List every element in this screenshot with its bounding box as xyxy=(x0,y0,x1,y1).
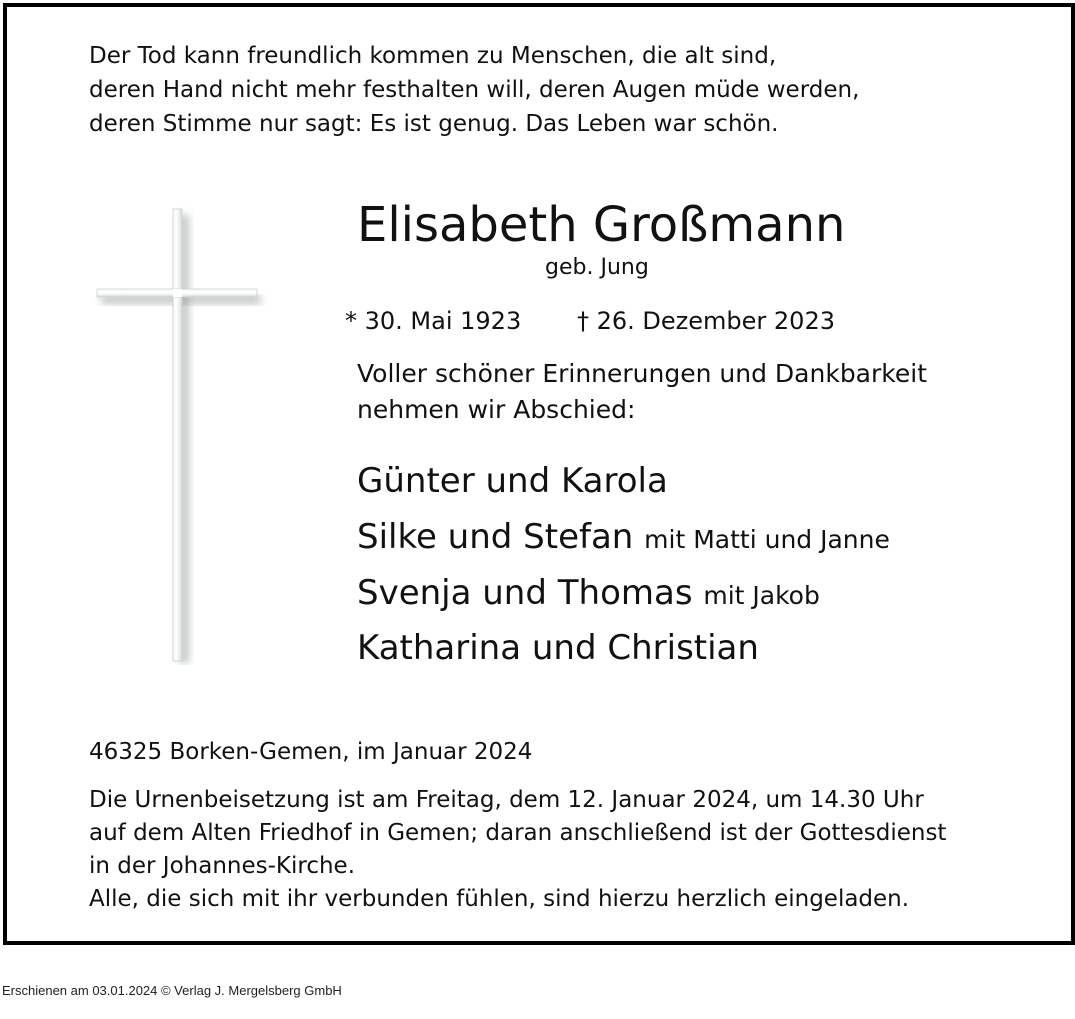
family-children: mit Matti und Janne xyxy=(644,525,890,554)
publisher-note: Erschienen am 03.01.2024 © Verlag J. Mergelsberg GmbH xyxy=(2,983,342,998)
birth-date: * 30. Mai 1923 xyxy=(345,307,522,335)
family-names: Günter und Karola xyxy=(357,461,668,501)
maiden-name: geb. Jung xyxy=(545,255,649,280)
quote-line-2: deren Hand nicht mehr festhalten will, deren Augen müde werden, xyxy=(89,77,860,103)
intro-line-1: Voller schöner Erinnerungen und Dankbarkeit xyxy=(357,359,927,388)
death-date: † 26. Dezember 2023 xyxy=(577,307,835,335)
family-member xyxy=(357,517,890,557)
family-names: Katharina und Christian xyxy=(357,628,759,668)
funeral-info-line-2: auf dem Alten Friedhof in Gemen; daran anschließend ist der Gottesdienst xyxy=(89,820,947,846)
funeral-info-line-1: Die Urnenbeisetzung ist am Freitag, dem 12. Januar 2024, um 14.30 Uhr xyxy=(89,787,924,813)
family-children: mit Jakob xyxy=(703,581,820,610)
funeral-info-line-3: in der Johannes-Kirche. xyxy=(89,853,356,879)
quote-line-3: deren Stimme nur sagt: Es ist genug. Das Leben war schön. xyxy=(89,111,779,137)
obituary-notice xyxy=(3,3,1075,945)
place-date: 46325 Borken-Gemen, im Januar 2024 xyxy=(89,739,533,765)
family-names: Silke und Stefan xyxy=(357,517,634,557)
quote-line-1: Der Tod kann freundlich kommen zu Menschen, die alt sind, xyxy=(89,43,777,69)
family-member xyxy=(357,461,668,501)
family-member xyxy=(357,573,820,613)
family-names: Svenja und Thomas xyxy=(357,573,693,613)
intro-line-2: nehmen wir Abschied: xyxy=(357,395,636,424)
family-member xyxy=(357,628,759,668)
cross-icon xyxy=(87,205,267,665)
deceased-name: Elisabeth Großmann xyxy=(357,197,846,253)
funeral-info-line-4: Alle, die sich mit ihr verbunden fühlen, sind hierzu herzlich eingeladen. xyxy=(89,886,910,912)
